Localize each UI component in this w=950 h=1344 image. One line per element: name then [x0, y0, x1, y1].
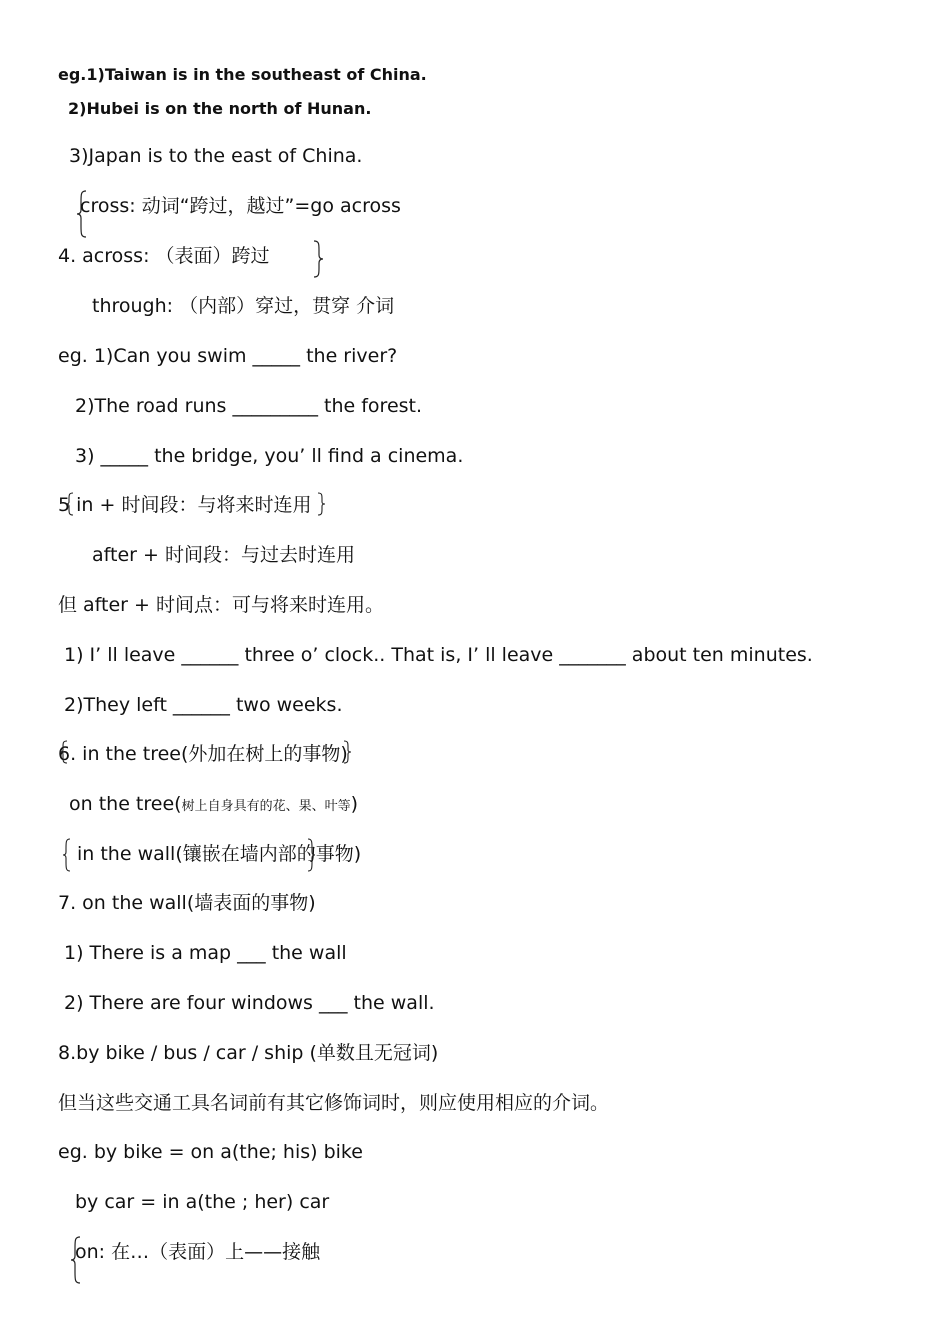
exercise-swim: eg. 1)Can you swim _____ the river? — [58, 345, 398, 367]
left-brace-icon — [65, 492, 75, 516]
exercise-map: 1) There is a map ___ the wall — [64, 942, 347, 964]
by-transport-rule: 8.by bike / bus / car / ship (单数且无冠词) — [58, 1042, 439, 1064]
cross-definition: cross: 动词“跨过，越过”=go across — [80, 195, 401, 217]
left-brace-icon — [62, 838, 72, 872]
right-brace-icon — [342, 740, 352, 764]
right-brace-icon — [316, 492, 326, 516]
exercise-road: 2)The road runs _________ the forest. — [75, 395, 423, 417]
example-line-2: 2)Hubei is on the north of Hunan. — [68, 99, 372, 118]
in-the-tree-rule: 6. in the tree(外加在树上的事物) — [58, 743, 348, 765]
transport-modifier-rule: 但当这些交通工具名词前有其它修饰词时，则应使用相应的介词。 — [58, 1092, 610, 1114]
exercise-bridge: 3) _____ the bridge, you’ ll find a cinema. — [75, 445, 464, 467]
right-brace-icon — [306, 838, 316, 872]
on-the-wall-rule: 7. on the wall(墙表面的事物) — [58, 892, 316, 914]
example-by-bike: eg. by bike = on a(the; his) bike — [58, 1141, 363, 1163]
on-the-tree-text: on the tree( — [69, 793, 182, 815]
exercise-windows: 2) There are four windows ___ the wall. — [64, 992, 435, 1014]
in-time-rule: 5 in + 时间段：与将来时连用 — [58, 494, 312, 516]
after-point-rule: 但 after + 时间点：可与将来时连用。 — [58, 594, 384, 616]
on-the-tree-note: 树上自身具有的花、果、叶等 — [181, 799, 351, 814]
in-the-wall-rule: in the wall(镶嵌在墙内部的事物) — [77, 843, 362, 865]
example-line-1: eg.1)Taiwan is in the southeast of China. — [58, 65, 427, 84]
on-surface-definition: on: 在…（表面）上——接触 — [75, 1241, 321, 1263]
exercise-left: 2)They left ______ two weeks. — [64, 694, 343, 716]
example-by-car: by car = in a(the ; her) car — [75, 1191, 330, 1213]
on-the-tree-close: ) — [350, 793, 358, 815]
through-definition: through: （内部）穿过，贯穿 介词 — [92, 295, 395, 317]
on-the-tree-rule — [69, 792, 358, 819]
across-definition: 4. across: （表面）跨过 — [58, 245, 270, 267]
example-line-3: 3)Japan is to the east of China. — [69, 145, 363, 167]
left-brace-icon — [59, 740, 69, 764]
after-time-rule: after + 时间段：与过去时连用 — [92, 544, 355, 566]
exercise-leave: 1) I’ ll leave ______ three o’ clock.. That is, I’ ll leave _______ about ten minutes. — [64, 644, 813, 666]
right-brace-icon — [313, 240, 325, 278]
